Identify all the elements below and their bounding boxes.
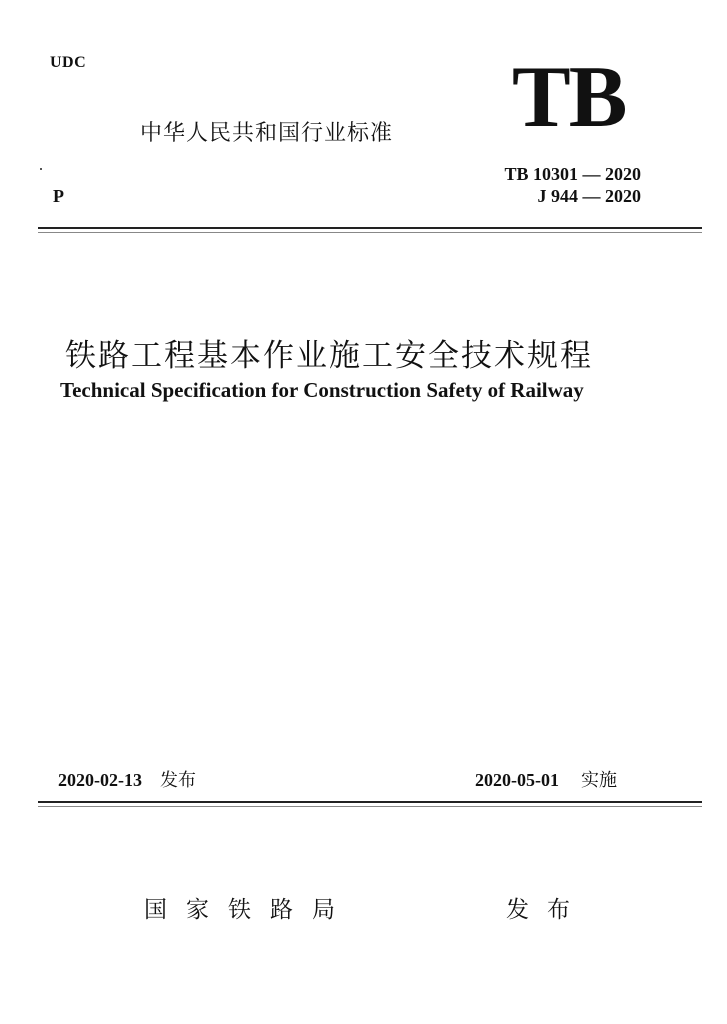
- publish-date-block: [58, 766, 196, 792]
- effective-date: 2020-05-01: [475, 770, 559, 790]
- document-title-english: Technical Specification for Construction Safety of Railway: [60, 378, 584, 402]
- publish-label: 发布: [160, 770, 196, 791]
- standard-category: 中华人民共和国行业标准: [140, 121, 394, 146]
- standard-number: TB 10301 — 2020: [504, 164, 641, 184]
- publish-date: 2020-02-13: [58, 770, 142, 790]
- effective-label: 实施: [581, 770, 617, 791]
- issue-label: 发布: [506, 897, 588, 923]
- bottom-divider-thin: [38, 806, 702, 807]
- issuer-name: 国家铁路局: [144, 897, 354, 923]
- tb-logo: TB: [512, 49, 626, 146]
- standard-numbers: [504, 163, 641, 207]
- document-title-chinese: 铁路工程基本作业施工安全技术规程: [65, 338, 593, 374]
- udc-label: UDC: [50, 54, 87, 71]
- top-divider-thin: [38, 232, 702, 233]
- classification-code: P: [53, 186, 64, 206]
- scan-speck: [40, 168, 42, 170]
- effective-date-block: [475, 766, 617, 792]
- top-divider: [38, 227, 702, 229]
- record-number: J 944 — 2020: [537, 186, 641, 206]
- bottom-divider: [38, 801, 702, 803]
